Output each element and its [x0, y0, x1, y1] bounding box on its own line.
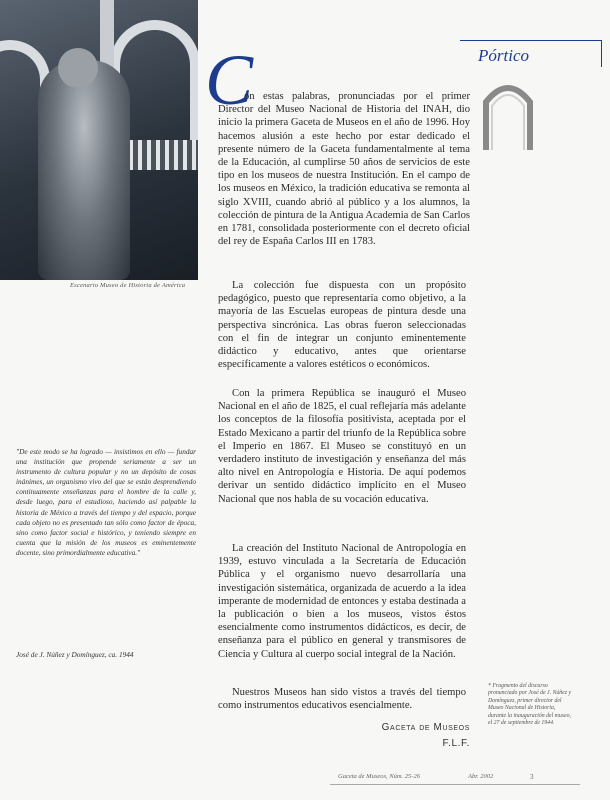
- section-title: Pórtico: [478, 46, 529, 65]
- footer-rule: [330, 784, 580, 785]
- footer-publication: Gaceta de Museos, Núm. 25-26: [338, 773, 420, 780]
- page-number: 3: [530, 773, 534, 781]
- footnote: * Fragmento del discurso pronunciado por José de J. Núñez y Domínguez, primer director del Museo Nacional de Historia, durante la inauguración del museo, el 27 de septiembre de 1944.: [488, 683, 572, 727]
- statue-photo: [0, 0, 198, 280]
- drop-cap: C: [205, 40, 254, 120]
- signature-initials: F.L.F.: [442, 738, 470, 749]
- side-quote: "De este modo se ha logrado — insistimos en ello — fundar una institución que propende seriamente a ser un instrumento de cultura popular y no un depósito de cosas inánimes, un organismo vivo del que se están desprendiendo continuamente enseñanzas para el hombre de la calle y, desde luego, para el estudioso, haciendo así palpable la historia de México a través del tiempo y del espacio, porque cada objeto no es presentado tan sólo como factor de época, sino como factor social e histórico, y teniendo siempre en cuenta que la misión de los museos es eminentemente docente, sino primordialmente educativa.": [16, 447, 196, 557]
- statue-head-shape: [58, 48, 98, 88]
- article-paragraph: [218, 387, 466, 506]
- article-paragraph: [218, 90, 470, 248]
- paragraph-text: La creación del Instituto Nacional de Antropología en 1939, estuvo vinculada a la Secretaría de Educación Pública y el organismo nuevo desarrollaría una investigación sistemática, organizada de acuerdo a la idea imperante de modernidad de entonces y estaba destinada a la publicación o bien a los museos, vistos éstos esencialmente como instrumentos didácticos, es decir, de enseñanza para el público en general y transmisores de Ciencia y Cultura al cuerpo social integral de la Nación.: [218, 543, 466, 660]
- article-paragraph: [218, 279, 466, 371]
- paragraph-text: on estas palabras, pronunciadas por el primer Director del Museo Nacional de Historia del INAH, dio inicio la primera Gaceta de Museos en el año de 1996. Hoy hacemos alusión a este hecho por estar dedicado el presente número de la Gaceta fundamentalmente al tema de la Educación, al cumplirse 50 años de servicios de este tipo en los museos de nuestra Institución. En el campo de los museos en México, la tradición educativa se remonta al siglo XVIII, cuando abrió al público y a los alumnos, la colección de pintura de la Antigua Academia de San Carlos en 1781, consolidada posteriormente con el decreto oficial del rey de España Carlos III en 1783.: [218, 91, 470, 248]
- article-paragraph: [218, 686, 466, 712]
- statue-shape: [38, 60, 130, 280]
- quote-author: José de J. Núñez y Domínguez, ca. 1944: [16, 650, 134, 659]
- photo-caption: Escenario Museo de Historia de América: [70, 282, 186, 289]
- balustrade-shape: [120, 140, 198, 170]
- paragraph-text: Con la primera República se inauguró el Museo Nacional en el año de 1825, el cual reflejaría más adelante los conceptos de la filosofía positivista, aceptada por el Estado Mexicano a partir del triunfo de la República sobre el Imperio en 1867. El Museo se constituyó en un verdadero instituto de investigación y enseñanza del más alto nivel en Antropología e Historia. De aquí podemos derivar un sentido didáctico implícito en el Museo Nacional que nos habla de su vocación educativa.: [218, 388, 466, 505]
- article-paragraph: [218, 542, 466, 661]
- footer-date: Abr. 2002: [468, 773, 494, 780]
- paragraph-text: La colección fue dispuesta con un propósito pedagógico, puesto que representaría como objetivo, a la mayoría de las Escuelas europeas de pintura desde una perspectiva sincrónica. Las obras fueron seleccionadas con el fin de integrar un conjunto eminentemente didáctico y educativo, antes que orientarse específicamente a valores estéticos o económicos.: [218, 280, 466, 371]
- arch-icon: [478, 72, 538, 152]
- signature-publication: Gaceta de Museos: [381, 722, 470, 733]
- paragraph-text: Nuestros Museos han sido vistos a través del tiempo como instrumentos educativos esencialmente.: [218, 687, 466, 712]
